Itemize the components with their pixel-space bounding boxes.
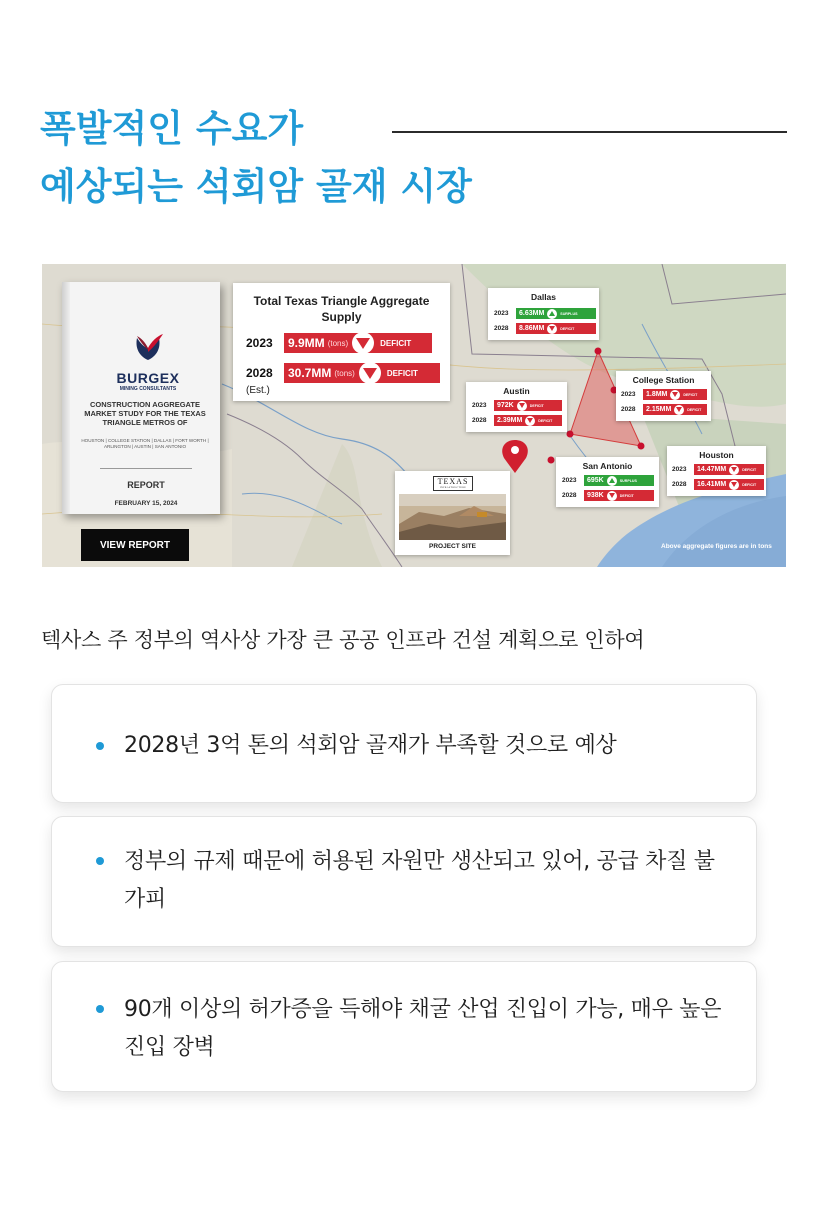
city-card-houston [667, 446, 766, 496]
supply-estimate-note: (Est.) [246, 385, 270, 396]
supply-value: 30.7MM [288, 366, 332, 380]
city-value: 8.86MM [519, 325, 545, 332]
supply-deficit-bar [284, 333, 432, 353]
brand-name: BURGEX [116, 370, 180, 386]
bullet-card [51, 816, 757, 947]
city-status: DEFICIT [742, 467, 757, 472]
deficit-arrow-icon [729, 465, 739, 475]
city-year: 2028 [672, 481, 687, 488]
brand-subtitle: MINING CONSULTANTS [119, 386, 177, 392]
city-value-bar [494, 400, 562, 411]
city-name: Dallas [530, 292, 557, 302]
city-status: SURPLUS [619, 478, 637, 483]
supply-status: DEFICIT [386, 368, 418, 378]
city-status: DEFICIT [538, 418, 553, 423]
city-value-bar [494, 415, 562, 426]
city-card-san-antonio [556, 457, 659, 507]
deficit-arrow-icon [729, 480, 739, 490]
supply-row [246, 333, 432, 353]
city-row [672, 479, 764, 490]
city-year: 2023 [672, 466, 687, 473]
city-status: DEFICIT [742, 482, 757, 487]
supply-unit: (tons) [334, 368, 355, 378]
page-headline [40, 100, 472, 216]
city-value-bar [584, 475, 654, 486]
city-year: 2028 [494, 325, 509, 332]
city-row [472, 400, 562, 411]
austin-marker [567, 431, 574, 438]
deficit-arrow-icon [359, 362, 381, 384]
san-antonio-marker [548, 457, 555, 464]
city-value: 972K [497, 402, 514, 409]
deficit-arrow-icon [352, 332, 374, 354]
supply-row [246, 363, 440, 396]
city-value-bar [584, 490, 654, 501]
deficit-arrow-icon [547, 324, 557, 334]
deficit-arrow-icon [674, 405, 684, 415]
city-year: 2023 [472, 402, 487, 409]
project-site-label: PROJECT SITE [429, 543, 476, 550]
city-card-college-station [616, 371, 711, 421]
bullet-text: 90개 이상의 허가증을 득해야 채굴 산업 진입이 가능, 매우 높은 진입 장벽 [124, 997, 722, 1060]
houston-marker [638, 443, 645, 450]
project-site-card[interactable] [395, 471, 510, 555]
headline-line-2: 예상되는 석회암 골재 시장 [40, 165, 472, 208]
city-status: DEFICIT [687, 407, 702, 412]
city-year: 2023 [621, 391, 636, 398]
supply-year: 2023 [246, 336, 273, 350]
bullet-dot-icon [96, 742, 104, 750]
city-row [621, 389, 707, 400]
city-status: DEFICIT [619, 493, 634, 498]
city-value-bar [643, 404, 707, 415]
report-label: REPORT [127, 480, 165, 490]
city-value: 1.8MM [646, 391, 668, 398]
map-footnote: Above aggregate figures are in tons [661, 543, 772, 550]
city-status: DEFICIT [560, 326, 575, 331]
city-value-bar [516, 323, 596, 334]
report-title: CONSTRUCTION AGGREGATE MARKET STUDY FOR THE TEXAS TRIANGLE METROS OF [84, 400, 206, 427]
city-row [494, 323, 596, 334]
city-value: 938K [587, 492, 604, 499]
report-cover[interactable] [62, 282, 220, 514]
headline-line-1: 폭발적인 수요가 [40, 107, 304, 150]
city-year: 2028 [472, 417, 487, 424]
city-value: 6.63MM [519, 310, 545, 317]
city-name: College Station [632, 375, 695, 385]
city-value-bar [694, 479, 764, 490]
texas-infrastructure-logo: TEXAS INFRASTRUCTURE [433, 476, 473, 491]
city-value: 2.15MM [646, 406, 672, 413]
headline-divider [392, 131, 787, 133]
city-year: 2023 [494, 310, 509, 317]
supply-unit: (tons) [327, 338, 349, 348]
city-row [672, 464, 764, 475]
city-status: DEFICIT [683, 392, 698, 397]
bullet-card [51, 684, 757, 803]
city-row [621, 404, 707, 415]
city-row [494, 308, 596, 319]
texas-map-panel [42, 264, 786, 567]
report-spine [62, 282, 70, 514]
city-card-dallas [488, 288, 599, 340]
supply-value: 9.9MM [288, 336, 325, 350]
city-year: 2028 [562, 492, 577, 499]
report-cities: HOUSTON | COLLEGE STATION | DALLAS | FORT WORTH | ARLINGTON | AUSTIN | SAN ANTONIO [81, 438, 209, 449]
report-date: FEBRUARY 15, 2024 [114, 500, 178, 507]
deficit-arrow-icon [607, 491, 617, 501]
city-year: 2023 [562, 477, 577, 484]
city-value: 2.39MM [497, 417, 523, 424]
bullet-text: 정부의 규제 때문에 허용된 자원만 생산되고 있어, 공급 차질 불가피 [124, 849, 715, 912]
view-report-button[interactable]: VIEW REPORT [81, 529, 189, 561]
deficit-arrow-icon [525, 416, 535, 426]
city-value: 16.41MM [697, 481, 727, 488]
city-status: SURPLUS [560, 311, 578, 316]
report-divider [100, 468, 192, 469]
city-value: 14.47MM [697, 466, 727, 473]
city-name: Austin [503, 386, 530, 396]
city-name: Houston [699, 450, 734, 460]
supply-year: 2028 (Est.) [246, 366, 273, 396]
total-supply-card [233, 283, 450, 401]
city-year: 2028 [621, 406, 636, 413]
quarry-photo [399, 494, 506, 540]
surplus-arrow-icon [547, 309, 557, 319]
city-value: 695K [587, 477, 604, 484]
bullet-dot-icon [96, 857, 104, 865]
city-value-bar [516, 308, 596, 319]
intro-text: 텍사스 주 정부의 역사상 가장 큰 공공 인프라 건설 계획으로 인하여 [41, 628, 645, 652]
dallas-marker [595, 348, 602, 355]
city-card-austin [466, 382, 567, 432]
supply-status: DEFICIT [380, 338, 412, 348]
burgex-eagle-icon [131, 330, 165, 364]
city-name: San Antonio [582, 461, 633, 471]
bullet-dot-icon [96, 1005, 104, 1013]
city-value-bar [643, 389, 707, 400]
city-value-bar [694, 464, 764, 475]
city-row [562, 475, 654, 486]
city-status: DEFICIT [529, 403, 544, 408]
deficit-arrow-icon [670, 390, 680, 400]
supply-title: Total Texas Triangle Aggregate Supply [253, 294, 430, 324]
supply-deficit-bar [284, 363, 440, 383]
burgex-logo [98, 330, 198, 392]
bullet-card [51, 961, 757, 1092]
city-row [562, 490, 654, 501]
surplus-arrow-icon [607, 476, 617, 486]
city-row [472, 415, 562, 426]
deficit-arrow-icon [517, 401, 527, 411]
bullet-text: 2028년 3억 톤의 석회암 골재가 부족할 것으로 예상 [124, 733, 617, 758]
